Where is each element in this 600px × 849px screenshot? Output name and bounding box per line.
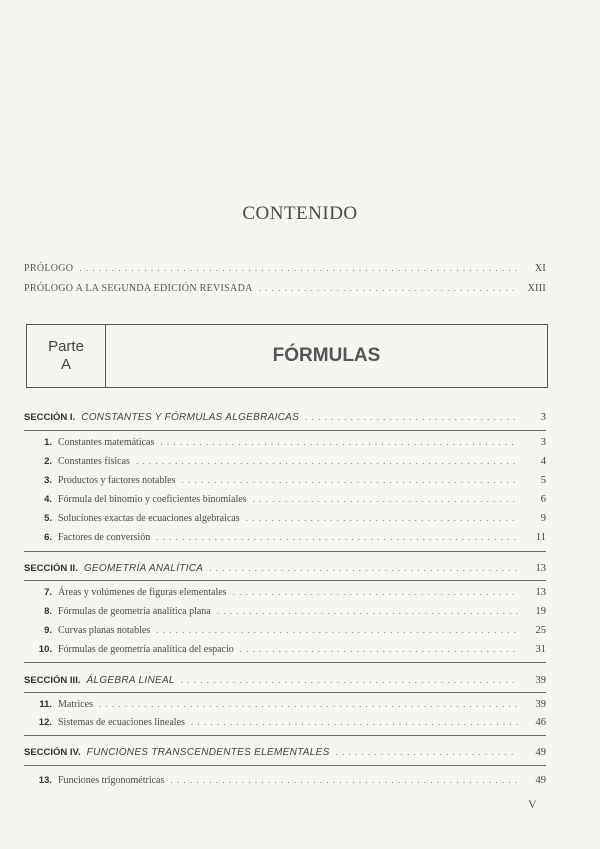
leader-dots (209, 563, 518, 573)
chapter-title: Curvas planas notables (58, 625, 151, 636)
entry-page: XI (534, 263, 546, 274)
chapter-page: 11 (535, 532, 546, 543)
leader-dots (259, 283, 518, 293)
toc-section-3[interactable] (24, 675, 546, 686)
chapter-number: 3. (44, 475, 52, 486)
leader-dots (253, 494, 518, 504)
chapter-page: 19 (535, 606, 546, 617)
toc-section-1[interactable] (24, 412, 546, 423)
section-title: FUNCIONES TRANSCENDENTES ELEMENTALES (86, 747, 330, 758)
chapter-title: Constantes físicas (58, 456, 130, 467)
entry-title: PRÓLOGO A LA SEGUNDA EDICIÓN REVISADA (24, 283, 253, 294)
chapter-number: 4. (44, 494, 52, 505)
chapter-page: 5 (540, 475, 546, 486)
part-label-letter: A (60, 356, 71, 373)
section-rule (24, 430, 546, 431)
section-rule (24, 580, 546, 581)
chapter-number: 12. (38, 717, 52, 728)
toc-chapter[interactable] (32, 606, 546, 617)
toc-section-2[interactable] (24, 563, 546, 574)
chapter-page: 3 (540, 437, 546, 448)
toc-entry-prologo[interactable] (24, 263, 546, 274)
entry-page: XIII (527, 283, 546, 294)
chapter-page: 9 (540, 513, 546, 524)
leader-dots (136, 456, 518, 466)
chapter-number: 9. (44, 625, 52, 636)
chapter-page: 6 (540, 494, 546, 505)
chapter-number: 2. (44, 456, 52, 467)
chapter-title: Fórmula del binomio y coeficientes binomiales (58, 494, 247, 505)
part-label (27, 325, 106, 387)
section-page: 39 (535, 675, 546, 686)
toc-chapter[interactable] (32, 644, 546, 655)
chapter-page: 25 (535, 625, 546, 636)
leader-dots (156, 532, 518, 542)
part-header-box (26, 324, 548, 388)
toc-chapter[interactable] (32, 699, 546, 710)
leader-dots (156, 625, 518, 635)
chapter-page: 39 (535, 699, 546, 710)
section-rule (24, 551, 546, 552)
leader-dots (79, 263, 518, 273)
section-label: SECCIÓN II. (24, 563, 78, 574)
leader-dots (99, 699, 518, 709)
section-page: 49 (535, 747, 546, 758)
leader-dots (181, 475, 518, 485)
chapter-title: Soluciones exactas de ecuaciones algebraicas (58, 513, 240, 524)
part-title: FÓRMULAS (272, 345, 381, 366)
toc-chapter[interactable] (32, 437, 546, 448)
chapter-number: 1. (44, 437, 52, 448)
leader-dots (170, 775, 518, 785)
section-title: GEOMETRÍA ANALÍTICA (83, 563, 204, 574)
chapter-page: 13 (535, 587, 546, 598)
chapter-title: Matrices (58, 699, 93, 710)
toc-chapter[interactable] (32, 513, 546, 524)
chapter-number: 10. (38, 644, 52, 655)
chapter-title: Fórmulas de geometría analítica plana (58, 606, 211, 617)
toc-chapter[interactable] (32, 587, 546, 598)
entry-title: PRÓLOGO (24, 263, 74, 274)
toc-chapter[interactable] (32, 475, 546, 486)
section-label: SECCIÓN I. (24, 412, 76, 423)
part-label-word: Parte (48, 338, 84, 355)
leader-dots (160, 437, 518, 447)
toc-chapter[interactable] (32, 717, 546, 728)
leader-dots (191, 717, 518, 727)
section-rule (24, 765, 546, 766)
leader-dots (217, 606, 518, 616)
page-folio: V (528, 797, 537, 811)
section-rule (24, 735, 546, 736)
toc-chapter[interactable] (32, 494, 546, 505)
toc-entry-prologo-segunda[interactable] (24, 283, 546, 294)
section-title: CONSTANTES Y FÓRMULAS ALGEBRAICAS (81, 412, 300, 423)
section-title: ÁLGEBRA LINEAL (86, 675, 175, 686)
chapter-number: 8. (44, 606, 52, 617)
chapter-title: Productos y factores notables (58, 475, 176, 486)
page-title: CONTENIDO (242, 203, 358, 224)
section-rule (24, 662, 546, 663)
chapter-title: Factores de conversión (58, 532, 151, 543)
chapter-title: Sistemas de ecuaciones lineales (58, 717, 185, 728)
chapter-title: Constantes matemáticas (58, 437, 155, 448)
chapter-title: Fórmulas de geometría analítica del espacio (58, 644, 234, 655)
section-page: 13 (535, 563, 546, 574)
chapter-title: Funciones trigonométricas (58, 775, 165, 786)
chapter-page: 46 (535, 717, 546, 728)
leader-dots (336, 747, 518, 757)
chapter-page: 4 (540, 456, 546, 467)
chapter-title: Áreas y volúmenes de figuras elementales (58, 587, 227, 598)
chapter-number: 11. (39, 699, 52, 710)
chapter-number: 6. (44, 532, 52, 543)
leader-dots (181, 675, 518, 685)
toc-chapter[interactable] (32, 532, 546, 543)
chapter-page: 31 (535, 644, 546, 655)
toc-chapter[interactable] (32, 775, 546, 786)
toc-chapter[interactable] (32, 625, 546, 636)
leader-dots (240, 644, 518, 654)
leader-dots (305, 412, 518, 422)
toc-section-4[interactable] (24, 747, 546, 758)
leader-dots (233, 587, 518, 597)
toc-chapter[interactable] (32, 456, 546, 467)
leader-dots (246, 513, 518, 523)
section-label: SECCIÓN III. (24, 675, 81, 686)
chapter-page: 49 (535, 775, 546, 786)
chapter-number: 7. (44, 587, 52, 598)
section-rule (24, 692, 546, 693)
chapter-number: 5. (44, 513, 52, 524)
section-page: 3 (540, 412, 546, 423)
chapter-number: 13. (38, 775, 52, 786)
section-label: SECCIÓN IV. (24, 747, 81, 758)
